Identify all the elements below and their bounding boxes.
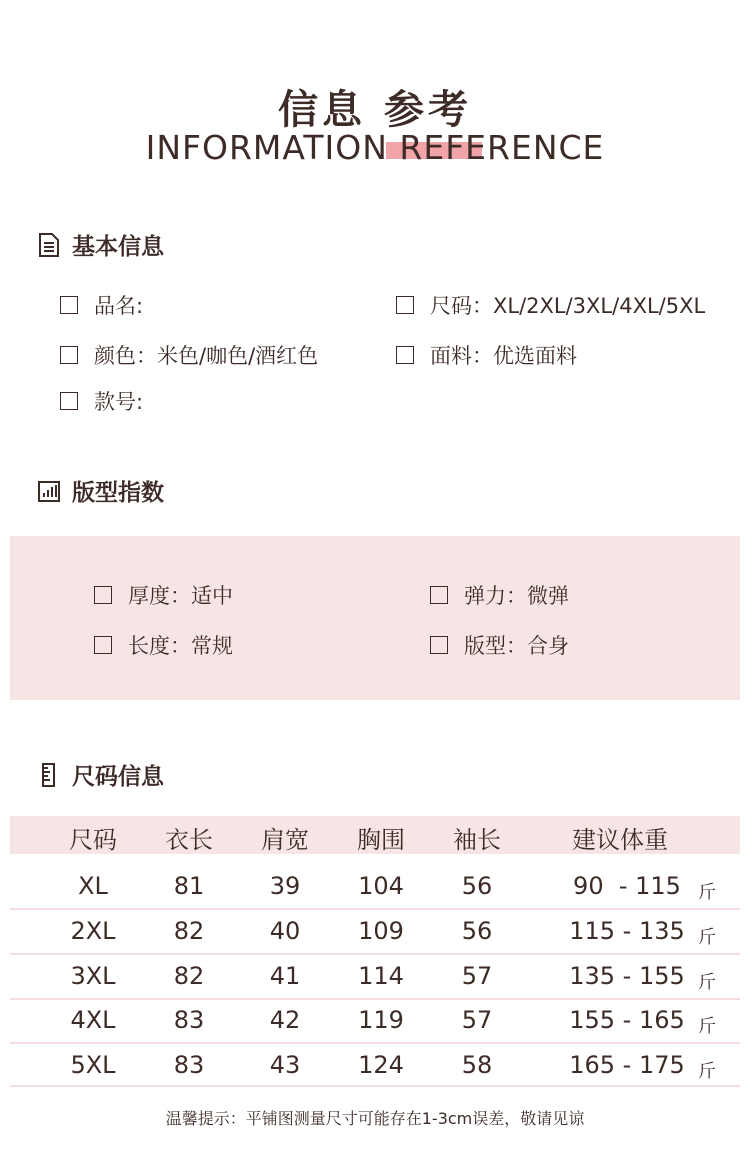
cell-shoulder: 42 xyxy=(269,1006,301,1034)
checkbox-icon xyxy=(396,346,414,364)
cell-unit: 斤 xyxy=(698,927,716,948)
column-header: 尺码 xyxy=(69,826,117,854)
basic-info-item xyxy=(60,340,318,370)
cell-length: 83 xyxy=(173,1006,205,1034)
cell-sleeve: 57 xyxy=(461,1006,493,1034)
cell-length: 82 xyxy=(173,917,205,945)
checkbox-icon xyxy=(60,346,78,364)
row-divider xyxy=(10,1085,740,1087)
fit-index-heading xyxy=(38,474,164,507)
fit-index-item xyxy=(94,580,233,610)
checkbox-icon xyxy=(60,296,78,314)
cell-sleeve: 56 xyxy=(461,872,493,900)
basic-info-heading xyxy=(38,228,164,261)
cell-size: 3XL xyxy=(70,962,116,990)
ruler-icon xyxy=(38,763,60,787)
checkbox-icon xyxy=(60,392,78,410)
row-divider xyxy=(10,998,740,1000)
basic-info-label: 面料：优选面料 xyxy=(430,344,577,368)
checkbox-icon xyxy=(94,636,112,654)
cell-unit: 斤 xyxy=(698,1016,716,1037)
document-icon xyxy=(38,233,60,257)
cell-shoulder: 43 xyxy=(269,1051,301,1079)
cell-chest: 104 xyxy=(358,872,404,900)
row-divider xyxy=(10,953,740,955)
cell-sleeve: 57 xyxy=(461,962,493,990)
page-subtitle-wrap xyxy=(0,128,750,167)
cell-size: 2XL xyxy=(70,917,116,945)
size-info-heading-text: 尺码信息 xyxy=(72,764,164,790)
cell-unit: 斤 xyxy=(698,1061,716,1082)
fit-index-label: 厚度：适中 xyxy=(128,584,233,608)
cell-weight: 155 - 165 xyxy=(569,1006,685,1034)
subtitle-text: INFORMATION REFERENCE xyxy=(145,128,605,167)
row-divider xyxy=(10,1042,740,1044)
cell-size: XL xyxy=(78,872,108,900)
checkbox-icon xyxy=(430,636,448,654)
checkbox-icon xyxy=(430,586,448,604)
fit-index-item xyxy=(430,580,569,610)
cell-weight: 115 - 135 xyxy=(569,917,685,945)
bar-chart-icon xyxy=(38,479,60,503)
basic-info-label: 款号: xyxy=(94,390,144,414)
cell-size: 4XL xyxy=(70,1006,116,1034)
cell-size: 5XL xyxy=(70,1051,116,1079)
fit-index-label: 版型：合身 xyxy=(464,634,569,658)
fit-index-band xyxy=(10,536,740,700)
cell-chest: 109 xyxy=(358,917,404,945)
basic-info-item xyxy=(60,290,143,320)
cell-shoulder: 41 xyxy=(269,962,301,990)
page-subtitle xyxy=(146,128,605,167)
cell-chest: 124 xyxy=(358,1051,404,1079)
column-header: 衣长 xyxy=(165,826,213,854)
page-title: 信息 参考 xyxy=(278,87,472,133)
cell-shoulder: 39 xyxy=(269,872,301,900)
size-info-heading xyxy=(38,758,164,791)
fit-index-label: 长度：常规 xyxy=(128,634,233,658)
fit-index-label: 弹力：微弹 xyxy=(464,584,569,608)
basic-info-label: 品名: xyxy=(94,294,144,318)
cell-length: 83 xyxy=(173,1051,205,1079)
checkbox-icon xyxy=(396,296,414,314)
basic-info-item xyxy=(396,340,577,370)
cell-weight: 165 - 175 xyxy=(569,1051,685,1079)
cell-unit: 斤 xyxy=(698,882,716,903)
cell-weight: 90 - 115 xyxy=(573,872,681,900)
basic-info-item xyxy=(396,290,705,320)
footer-note: 温馨提示：平铺图测量尺寸可能存在1-3cm误差，敬请见谅 xyxy=(165,1109,585,1128)
cell-sleeve: 58 xyxy=(461,1051,493,1079)
column-header: 肩宽 xyxy=(261,826,309,854)
cell-shoulder: 40 xyxy=(269,917,301,945)
cell-length: 82 xyxy=(173,962,205,990)
column-header: 袖长 xyxy=(453,826,501,854)
cell-unit: 斤 xyxy=(698,972,716,993)
fit-index-heading-text: 版型指数 xyxy=(72,480,164,506)
fit-index-item xyxy=(94,630,233,660)
basic-info-heading-text: 基本信息 xyxy=(72,234,164,260)
fit-index-item xyxy=(430,630,569,660)
cell-sleeve: 56 xyxy=(461,917,493,945)
checkbox-icon xyxy=(94,586,112,604)
cell-chest: 114 xyxy=(358,962,404,990)
cell-weight: 135 - 155 xyxy=(569,962,685,990)
cell-length: 81 xyxy=(173,872,205,900)
column-header: 胸围 xyxy=(357,826,405,854)
row-divider xyxy=(10,908,740,910)
basic-info-label: 颜色：米色/咖色/酒红色 xyxy=(94,344,319,368)
basic-info-label: 尺码：XL/2XL/3XL/4XL/5XL xyxy=(430,294,706,318)
column-header: 建议体重 xyxy=(572,826,668,854)
cell-chest: 119 xyxy=(358,1006,404,1034)
basic-info-item xyxy=(60,386,143,416)
